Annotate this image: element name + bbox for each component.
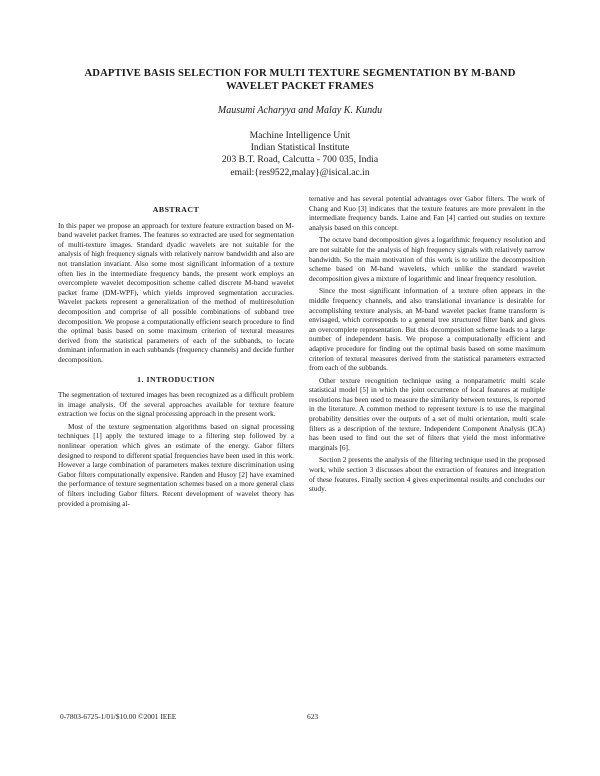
authors: Mausumi Acharyya and Malay K. Kundu xyxy=(217,105,383,116)
title-line-2: WAVELET PACKET FRAMES xyxy=(226,81,374,92)
abstract-heading: ABSTRACT xyxy=(152,205,200,214)
introduction-heading: 1. INTRODUCTION xyxy=(137,374,215,384)
right-paragraph-3: Since the most significant information of a texture often appears in the middle frequency channels, and also translational invariance is desirable for accomplishing texture analysis, an M-band wavelet packet frame transform is envisaged, which corresponds to a general tree structured filter bank and gives an overcomplete representation. But this decomposition scheme leads to a large number of independent basis. We propose a computationally efficient and adaptive procedure for finding out the optimal basis based on some maximum criterion of textural measures derived from the statistical parameters extracted from each of the subbands. xyxy=(309,286,545,373)
paper-title xyxy=(60,67,540,93)
title-line-1: ADAPTIVE BASIS SELECTION FOR MULTI TEXTURE SEGMENTATION BY M-BAND xyxy=(84,68,516,79)
right-paragraph-4: Other texture recognition technique using a nonparametric multi scale statistical model [5] in which the joint occurrence of local features at multiple resolutions has been used to measure the similarity between textures, is reported in the literature. A common method to represent texture is to use the marginal probability densities over the outputs of a set of multi orientation, multi scale filters as a description of the texture. Independent Component Analysis (ICA) has been used to find out the set of filters that yield the most informative marginals [6]. xyxy=(309,375,545,452)
right-paragraph-5: Section 2 presents the analysis of the filtering technique used in the proposed work, while section 3 discusses about the extraction of features and integration of these features. Finally section 4 gives experimental results and concludes our study. xyxy=(309,455,545,494)
affiliation-institute: Indian Statistical Institute xyxy=(250,142,350,154)
copyright-notice: 0-7803-6725-1/01/$10.00 ©2001 IEEE xyxy=(60,712,177,721)
affiliation xyxy=(60,130,540,179)
right-paragraph-1: ternative and has several potential advantages over Gabor filters. The work of Chang and Kuo [3] indicates that the texture features are more prevalent in the intermediate frequency bands. Laine and Fan [4] carried out studies on texture analysis based on this concept. xyxy=(309,194,545,232)
page-number: 623 xyxy=(307,712,319,721)
right-column xyxy=(309,194,545,497)
affiliation-address: 203 B.T. Road, Calcutta - 700 035, India xyxy=(221,154,379,166)
affiliation-email: email:{res9522,malay}@isical.ac.in xyxy=(230,166,370,178)
intro-paragraph-2: Most of the texture segmentation algorithms based on signal processing techniques [1] apply the textured image to a filtering step followed by a nonlinear operation which gives an estimate of the energy. Gabor filters designed to respond to different spatial frequencies have been used in this work. However a large combination of parameters makes texture discrimination using Gabor filters computationally expensive. Randen and Husoy [2] have examined the performance of texture segmentation schemes based on a more general class of filters including Gabor filters. Recent development of wavelet theory has provided a promising al- xyxy=(58,421,294,508)
left-column xyxy=(58,205,294,511)
intro-paragraph-1: The segmentation of textured images has been recognized as a difficult problem in image analysis. Of the several approaches available for texture feature extraction we focus on the signal processing approach in the present work. xyxy=(58,390,294,419)
affiliation-unit: Machine Intelligence Unit xyxy=(249,130,351,141)
right-paragraph-2: The octave band decomposition gives a logarithmic frequency resolution and are not suitable for the analysis of high frequency signals with relatively narrow bandwidth. So the main motivation of this work is to utilize the decomposition scheme based on M-band wavelets, which unlike the standard wavelet decomposition gives a mixture of logarithmic and linear frequency resolution. xyxy=(309,235,545,283)
abstract-text: In this paper we propose an approach for texture feature extraction based on M-band wavelet packet frames. The features so extracted are used for segmentation of multi-texture images. Standard dyadic wavelets are not suitable for the analysis of high frequency signals with relatively narrow bandwidth and also are not translation invariant. Also some most significant information of a texture often lies in the intermediate frequency bands, the present work employs an overcomplete wavelet decomposition scheme called discrete M-band wavelet packet frame (DM-WPF), which yields improved segmentation accuracies. Wavelet packets represent a generalization of the method of multiresolution decomposition and comprise of all possible combinations of subband tree decomposition. We propose a computationally efficient search procedure to find the optimal basis based on some maximum criterion of textural measures derived from the statistical parameters of each of the subbands, to locate dominant information in each subbands (frequency channels) and decide further decomposition. xyxy=(58,220,294,364)
